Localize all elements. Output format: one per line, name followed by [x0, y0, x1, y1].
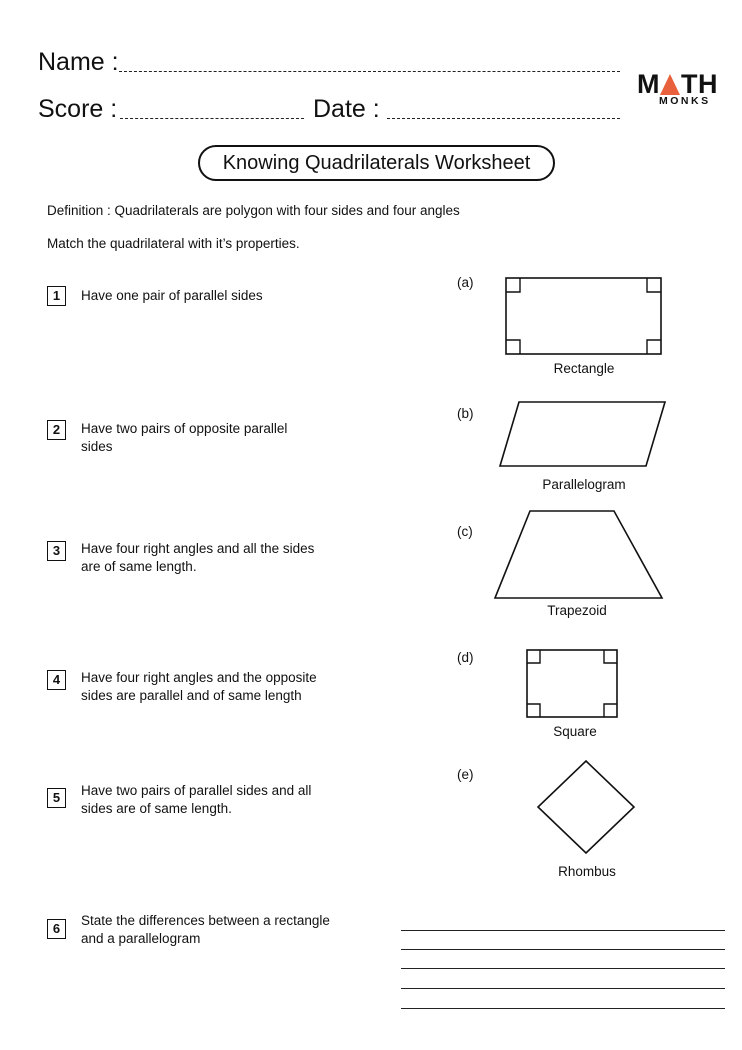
logo-monks-text: MONKS	[659, 95, 711, 107]
name-field[interactable]	[119, 71, 620, 72]
question-text	[81, 912, 371, 948]
question-line: Have two pairs of parallel sides and all	[81, 783, 312, 798]
shape-letter-a: (a)	[457, 275, 474, 290]
math-monks-logo	[637, 69, 718, 107]
shape-label-square: Square	[553, 724, 597, 739]
square-shape	[526, 649, 620, 719]
question-line: and a parallelogram	[81, 931, 201, 946]
worksheet-title: Knowing Quadrilaterals Worksheet	[198, 145, 555, 181]
parallelogram-shape	[499, 400, 669, 470]
shape-label-parallelogram: Parallelogram	[542, 477, 626, 492]
date-field[interactable]	[387, 118, 620, 119]
question-number-box: 3	[47, 541, 66, 561]
question-line: State the differences between a rectangle	[81, 913, 330, 928]
question-line: Have one pair of parallel sides	[81, 288, 263, 303]
answer-line[interactable]	[401, 1008, 725, 1009]
question-text	[81, 669, 371, 705]
square-corner-marks	[527, 650, 617, 717]
rhombus-outline	[538, 761, 634, 853]
rhombus-shape	[537, 759, 637, 855]
trapezoid-outline	[495, 511, 662, 598]
rectangle-shape	[505, 277, 665, 357]
rectangle-outline	[506, 278, 661, 354]
question-number-box: 2	[47, 420, 66, 440]
rectangle-corner-marks	[506, 278, 661, 354]
logo-triangle-shape	[660, 74, 680, 95]
answer-line[interactable]	[401, 968, 725, 969]
question-line: sides are parallel and of same length	[81, 688, 302, 703]
question-line: sides are of same length.	[81, 801, 232, 816]
name-label: Name :	[38, 48, 119, 76]
date-label: Date :	[313, 95, 380, 123]
shape-letter-c: (c)	[457, 524, 473, 539]
question-line: Have four right angles and all the sides	[81, 541, 315, 556]
answer-line[interactable]	[401, 949, 725, 950]
question-number-box: 1	[47, 286, 66, 306]
question-line: are of same length.	[81, 559, 197, 574]
shape-label-rectangle: Rectangle	[553, 361, 615, 376]
logo-math-text: M TH	[637, 69, 718, 99]
question-number-box: 5	[47, 788, 66, 808]
score-field[interactable]	[120, 118, 304, 119]
trapezoid-shape	[494, 509, 664, 601]
answer-line[interactable]	[401, 988, 725, 989]
question-line: Have four right angles and the opposite	[81, 670, 317, 685]
question-number-box: 6	[47, 919, 66, 939]
question-text	[81, 782, 371, 818]
question-text	[81, 420, 371, 456]
shape-label-trapezoid: Trapezoid	[547, 603, 607, 618]
answer-line[interactable]	[401, 930, 725, 931]
shape-letter-e: (e)	[457, 767, 474, 782]
question-text	[81, 287, 371, 305]
shape-label-rhombus: Rhombus	[558, 864, 616, 879]
logo-triangle-icon	[660, 74, 680, 95]
shape-letter-b: (b)	[457, 406, 474, 421]
question-number-box: 4	[47, 670, 66, 690]
question-line: Have two pairs of opposite parallel	[81, 421, 288, 436]
question-line: sides	[81, 439, 113, 454]
question-text	[81, 540, 371, 576]
parallelogram-outline	[500, 402, 665, 466]
definition-text: Definition : Quadrilaterals are polygon with four sides and four angles	[47, 203, 460, 218]
score-label: Score :	[38, 95, 118, 123]
shape-letter-d: (d)	[457, 650, 474, 665]
instruction-text: Match the quadrilateral with it’s properties.	[47, 236, 300, 251]
